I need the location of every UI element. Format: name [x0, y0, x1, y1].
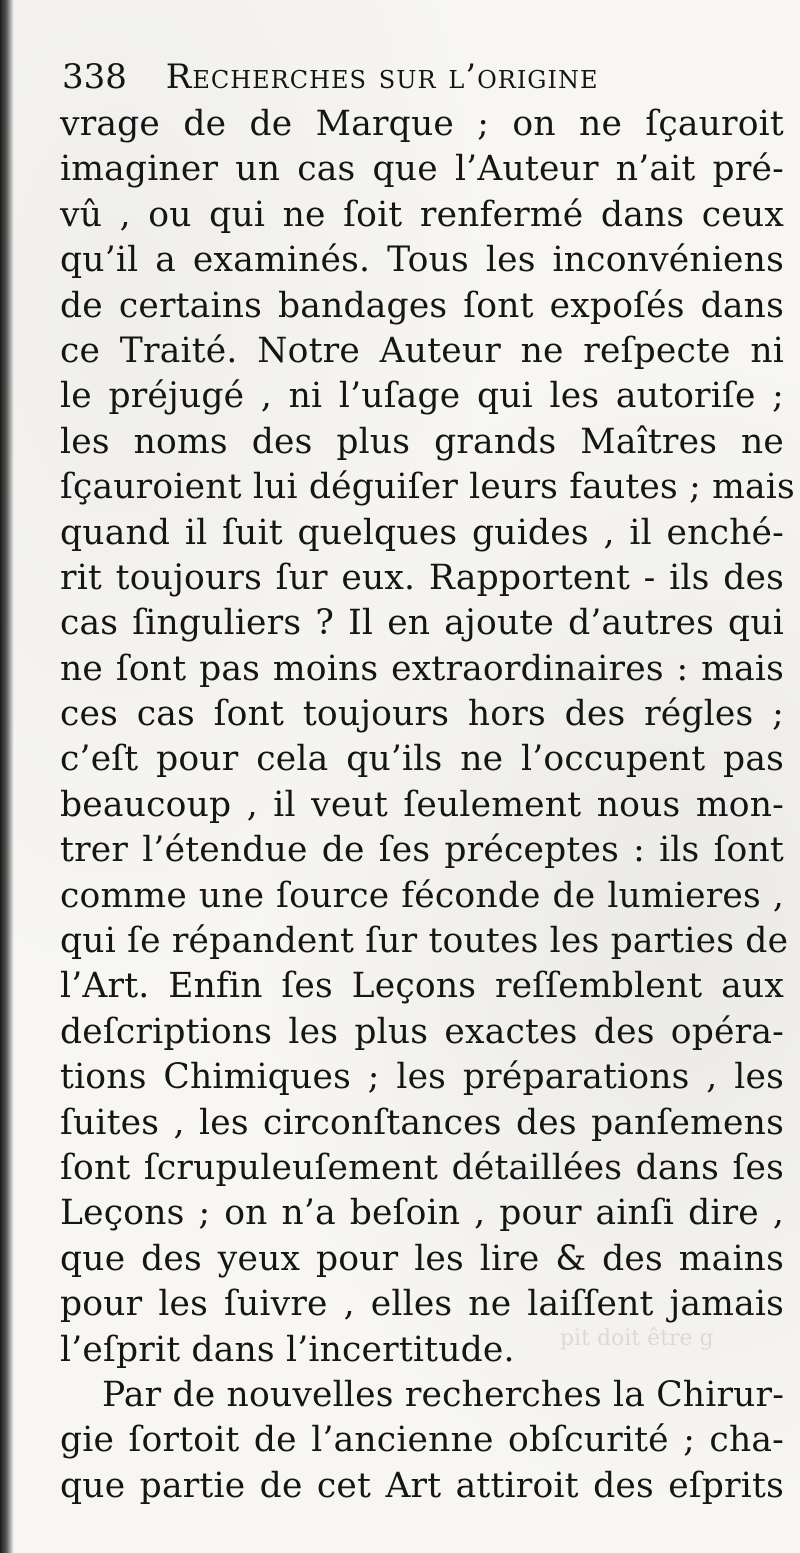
text-line: de certains bandages ſont expoſés dans	[60, 285, 784, 326]
text-line: c’eſt pour cela qu’ils ne l’occupent pas	[60, 739, 784, 780]
text-line: que des yeux pour les lire & des mains	[60, 1238, 784, 1279]
text-line: deſcriptions les plus exactes des opéra-	[60, 1011, 784, 1052]
binding-shadow	[0, 0, 14, 1553]
paragraph-1	[60, 102, 795, 1373]
paragraph-2	[60, 1373, 784, 1509]
text-line: vrage de de Marque ; on ne ſçauroit	[60, 104, 784, 144]
text-line: trer l’étendue de ſes préceptes : ils ſont	[60, 830, 784, 871]
text-line: beaucoup , il veut ſeulement nous mon-	[60, 784, 784, 825]
text-line: ſont ſcrupuleuſement détaillées dans ſes	[60, 1147, 784, 1188]
text-line: ſuites , les circonſtances des panſemens	[60, 1102, 784, 1143]
text-line: gie ſortoit de l’ancienne obſcurité ; cha-	[60, 1420, 784, 1461]
running-title: Recherches sur l’origine	[165, 57, 599, 97]
text-line: Leçons ; on n’a beſoin , pour ainſi dire ,	[60, 1193, 784, 1234]
text-line: rit toujours ſur eux. Rapportent - ils des	[60, 557, 784, 598]
text-line: tions Chimiques ; les préparations , les	[60, 1057, 784, 1098]
text-line: qui ſe répandent ſur toutes les parties de	[60, 921, 789, 962]
text-line: le préjugé , ni l’uſage qui les autoriſe ;	[60, 376, 784, 417]
text-line: l’eſprit dans l’incertitude.	[60, 1329, 515, 1370]
text-line: Par de nouvelles recherches la Chirur-	[102, 1374, 785, 1415]
body-text	[60, 102, 795, 1509]
text-line: ce Traité. Notre Auteur ne reſpecte ni	[60, 330, 784, 371]
text-line: les noms des plus grands Maîtres ne	[60, 421, 784, 462]
text-line: ſçauroient lui déguiſer leurs fautes ; mais	[60, 467, 795, 508]
text-line: quand il ſuit quelques guides , il enché-	[60, 512, 784, 553]
text-line: imaginer un cas que l’Auteur n’ait pré-	[60, 149, 784, 190]
show-through-text: pit doit être g	[560, 1326, 714, 1351]
text-line: ces cas ſont toujours hors des régles ;	[60, 694, 784, 735]
text-line: cas ſinguliers ? Il en ajoute d’autres qui	[60, 603, 784, 644]
text-line: vû , ou qui ne ſoit renfermé dans ceux	[60, 194, 784, 235]
text-line: l’Art. Enfin ſes Leçons reſſemblent aux	[60, 966, 784, 1007]
page-number: 338	[62, 57, 127, 97]
text-line: comme une ſource féconde de lumieres ,	[60, 875, 784, 916]
text-line: ne ſont pas moins extraordinaires : mais	[60, 648, 784, 689]
page-header	[62, 52, 782, 102]
text-line: pour les ſuivre , elles ne laiſſent jamais	[60, 1284, 784, 1325]
text-line: qu’il a examinés. Tous les inconvéniens	[60, 240, 784, 281]
text-line: que partie de cet Art attiroit des eſprits	[60, 1465, 784, 1506]
